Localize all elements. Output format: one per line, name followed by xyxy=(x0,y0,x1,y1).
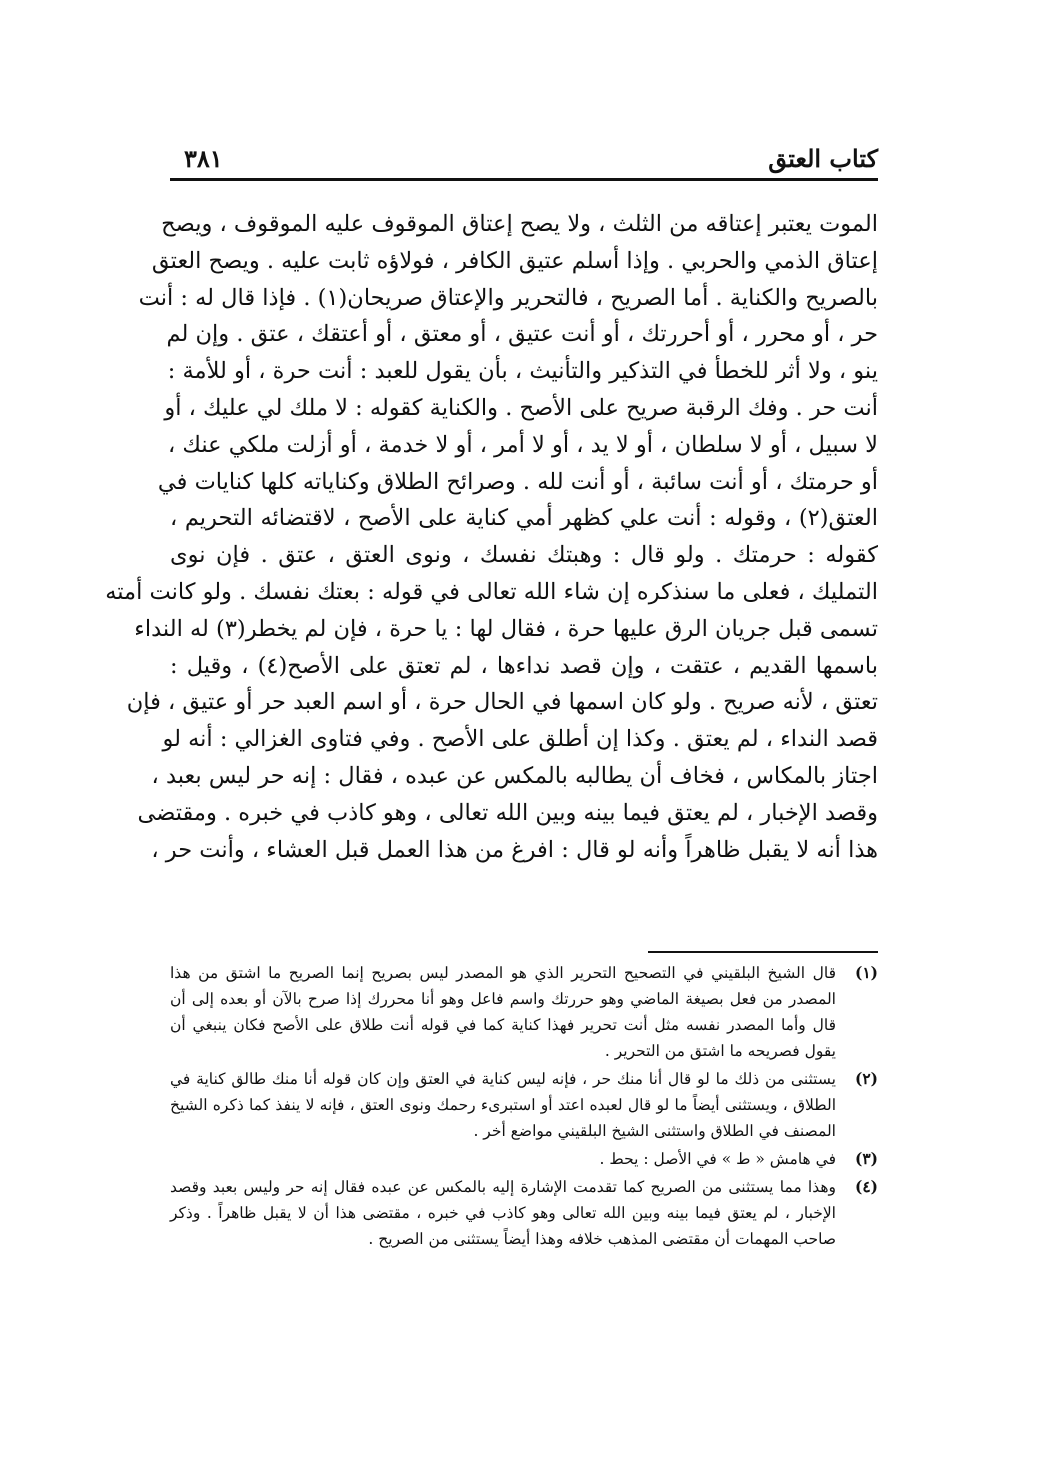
footnotes xyxy=(170,960,878,1254)
footnote-separator xyxy=(648,951,878,953)
text-line: لا سبيل ، أو لا سلطان ، أو لا يد ، أو لا أمر ، أو لا خدمة ، أو أزلت ملكي عنك ، xyxy=(168,431,878,458)
footnote-number: (٤) xyxy=(854,1177,878,1196)
running-title: كتاب العتق xyxy=(768,144,878,173)
text-line: حر ، أو محرر ، أو أحررتك ، أو أنت عتيق ، أو معتق ، أو أعتقك ، عتق . وإن لم xyxy=(166,321,878,348)
footnote xyxy=(170,1174,878,1252)
footnote xyxy=(170,960,878,1064)
footnote-text: في هامش « ط » في الأصل : يحط . xyxy=(599,1150,836,1168)
text-line: التمليك ، فعلى ما سنذكره إن شاء الله تعالى في قوله : بعتك نفسك . ولو كانت أمته xyxy=(105,578,878,605)
footnote-number: (٣) xyxy=(854,1149,878,1168)
footnote xyxy=(170,1066,878,1144)
footnote xyxy=(170,1146,878,1172)
text-line: تعتق ، لأنه صريح . ولو كان اسمها في الحال حرة ، أو اسم العبد حر أو عتيق ، فإن xyxy=(126,689,878,716)
footnote-text: وهذا مما يستثنى من الصريح كما تقدمت الإشارة إليه بالمكس عن عبده فقال إنه حر وليس بعبد وقصد الإخبار ، لم يعتق فيما بينه وبين الله تعالى وهو كاذب في خبره ، مقتضى هذا أن لا يقبل ظاهراً . وذكر صاحب المهمات أن مقتضى المذهب خلافه وهذا أيضاً يستثنى من الصريح . xyxy=(170,1178,836,1248)
text-line: أو حرمتك ، أو أنت سائبة ، أو أنت لله . وصرائح الطلاق وكناياته كلها كنايات في xyxy=(157,468,878,495)
text-line: ينو ، ولا أثر للخطأ في التذكير والتأنيث ، بأن يقول للعبد : أنت حرة ، أو للأمة : xyxy=(167,358,878,385)
text-line: الموت يعتبر إعتاقه من الثلث ، ولا يصح إعتاق الموقوف عليه الموقوف ، ويصح xyxy=(161,211,878,237)
text-line: أنت حر . وفك الرقبة صريح على الأصح . والكناية كقوله : لا ملك لي عليك ، أو xyxy=(164,394,878,421)
text-line: باسمها القديم ، عتقت ، وإن قصد نداءها ، لم تعتق على الأصح(٤) ، وقيل : xyxy=(170,652,878,679)
footnote-text: يستثنى من ذلك ما لو قال أنا منك حر ، فإنه ليس كناية في العتق وإن كان قوله أنا منك طالق كناية في الطلاق ، ويستثنى أيضاً ما لو قال لعبده اعتد أو استبرىء رحمك ونوى العتق ، فإنه لا ينفذ كما ذكره الشيخ المصنف في الطلاق واستثنى الشيخ البلقيني مواضع أخر . xyxy=(170,1070,836,1140)
text-line: بالصريح والكناية . أما الصريح ، فالتحرير والإعتاق صريحان(١) . فإذا قال له : أنت xyxy=(138,284,878,311)
text-line: العتق(٢) ، وقوله : أنت علي كظهر أمي كناية على الأصح ، لاقتضائه التحريم ، xyxy=(170,505,878,532)
text-line: كقوله : حرمتك . ولو قال : وهبتك نفسك ، ونوى العتق ، عتق . فإن نوى xyxy=(170,542,878,569)
footnote-number: (١) xyxy=(854,963,878,982)
main-text xyxy=(105,206,878,868)
text-line: إعتاق الذمي والحربي . وإذا أسلم عتيق الكافر ، فولاؤه ثابت عليه . ويصح العتق xyxy=(151,247,878,274)
text-line: اجتاز بالمكاس ، فخاف أن يطالبه بالمكس عن عبده ، فقال : إنه حر ليس بعبد ، xyxy=(151,762,878,789)
text-line: وقصد الإخبار ، لم يعتق فيما بينه وبين الله تعالى ، وهو كاذب في خبره . ومقتضى xyxy=(137,799,878,826)
page-header xyxy=(170,138,878,180)
footnote-text: قال الشيخ البلقيني في التصحيح التحرير الذي هو المصدر ليس بصريح إنما الصريح ما اشتق من هذا المصدر من فعل بصيغة الماضي وهو حررتك واسم فاعل وهو أنا محررك إذا صرح بالآن أو بعده إلى أن قال وأما المصدر نفسه مثل أنت تحرير فهذا كناية كما في قوله أنت طلاق على الأصح فكان ينبغي أن يقول فصريحه ما اشتق من التحرير . xyxy=(170,964,836,1060)
footnote-number: (٢) xyxy=(854,1069,878,1088)
header-rule xyxy=(170,178,878,181)
text-line: تسمى قبل جريان الرق عليها حرة ، فقال لها : يا حرة ، فإن لم يخطر(٣) له النداء xyxy=(134,615,878,642)
page-number: ٣٨١ xyxy=(184,144,223,173)
text-line: هذا أنه لا يقبل ظاهراً وأنه لو قال : افرغ من هذا العمل قبل العشاء ، وأنت حر ، xyxy=(151,836,878,863)
text-line: قصد النداء ، لم يعتق . وكذا إن أطلق على الأصح . وفي فتاوى الغزالي : أنه لو xyxy=(162,726,878,753)
